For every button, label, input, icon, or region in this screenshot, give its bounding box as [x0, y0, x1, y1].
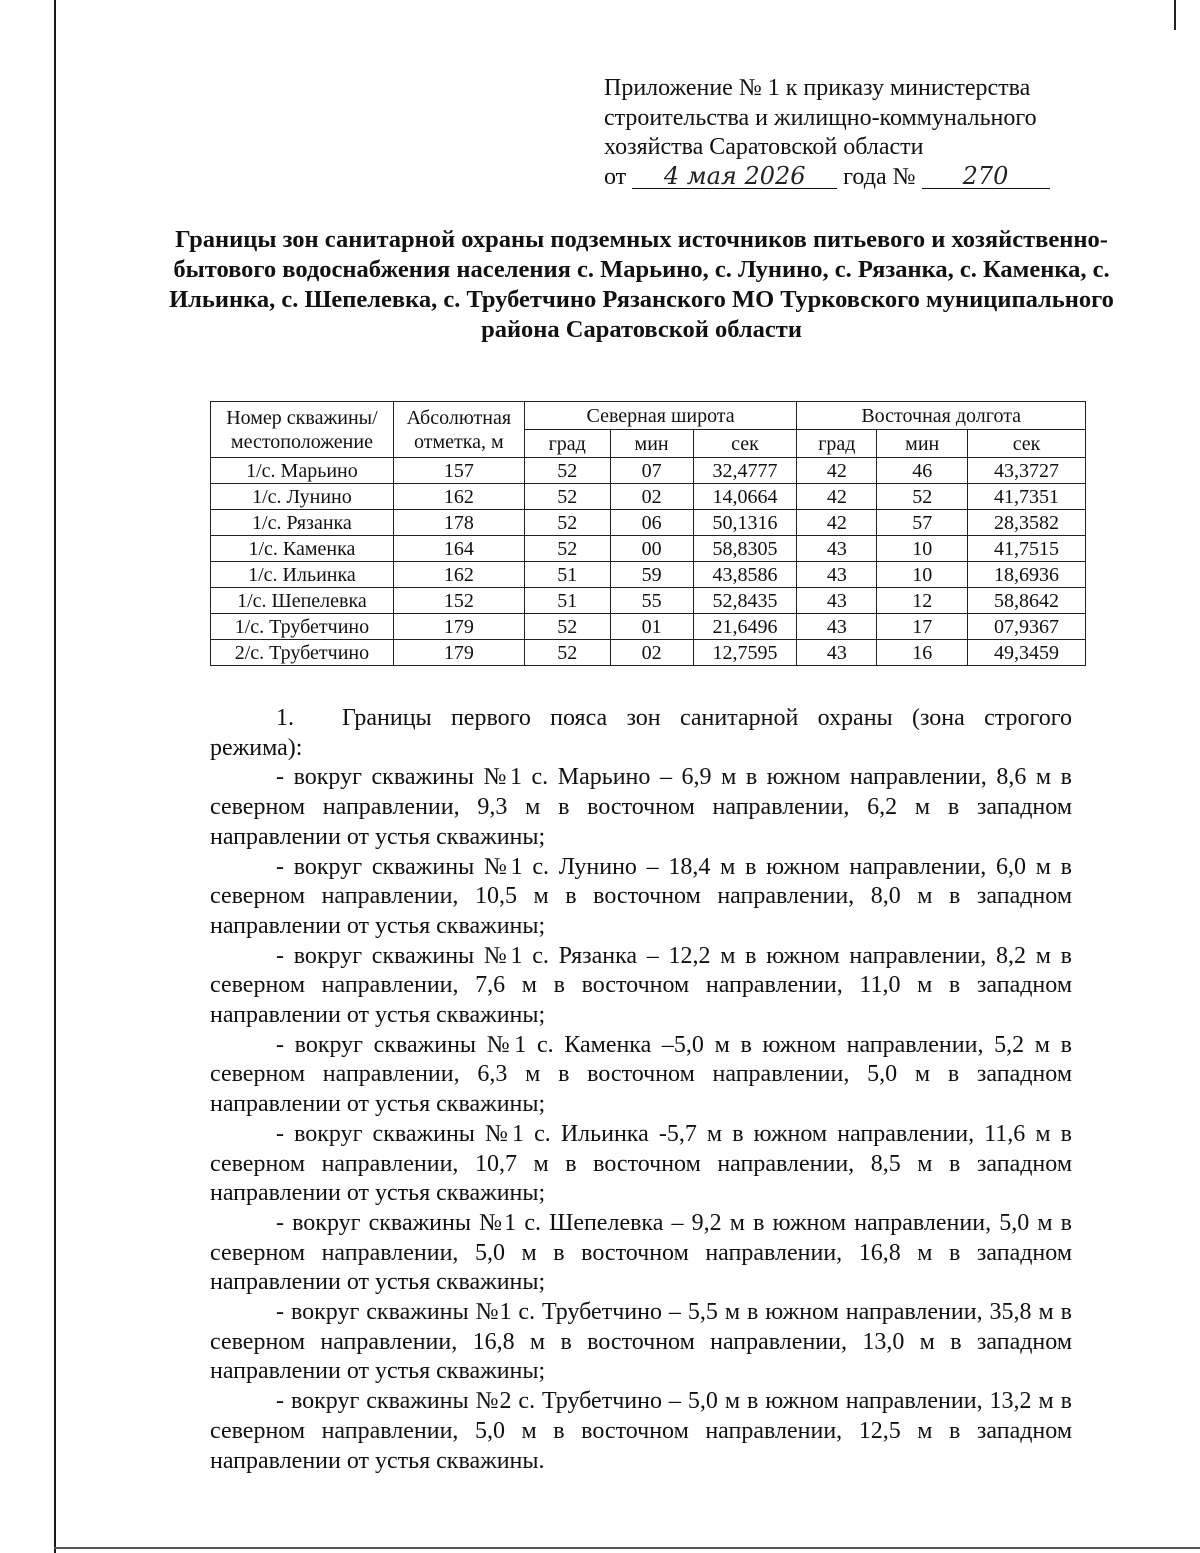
cell-well: 1/с. Трубетчино: [211, 614, 394, 640]
cell-well: 2/с. Трубетчино: [211, 640, 394, 666]
boundary-item: - вокруг скважины №1 с. Каменка –5,0 м в южном направлении, 5,2 м в северном направлении, 6,3 м в восточном направлении, 5,0 м в западном направлении от устья скважины;: [210, 1031, 1072, 1118]
cell-lat-d: 52: [524, 510, 610, 536]
header-elevation: Абсолютная отметка, м: [393, 402, 524, 458]
date-prefix: от: [604, 163, 627, 190]
cell-lat-s: 50,1316: [693, 510, 797, 536]
year-label: года №: [843, 163, 916, 190]
section-1-heading-text: Границы первого пояса зон санитарной охраны (зона строгого режима):: [210, 705, 1072, 761]
table-row: [211, 588, 1086, 614]
boundary-item: - вокруг скважины №1 с. Рязанка – 12,2 м в южном направлении, 8,2 м в северном направлении, 7,6 м в восточном направлении, 11,0 м в западном направлении от устья скважины;: [210, 942, 1072, 1029]
appendix-line-1: Приложение № 1 к приказу министерства: [604, 75, 1031, 101]
cell-lat-m: 07: [610, 458, 693, 484]
boundary-item: - вокруг скважины №1 с. Ильинка -5,7 м в южном направлении, 11,6 м в северном направлении, 10,7 м в восточном направлении, 8,5 м в западном направлении от устья скважины;: [210, 1120, 1072, 1207]
table-row: [211, 640, 1086, 666]
cell-lon-d: 43: [797, 562, 877, 588]
cell-lon-s: 28,3582: [968, 510, 1086, 536]
cell-lat-m: 06: [610, 510, 693, 536]
cell-well: 1/с. Шепелевка: [211, 588, 394, 614]
cell-lon-s: 58,8642: [968, 588, 1086, 614]
cell-lon-m: 16: [877, 640, 968, 666]
cell-lat-m: 01: [610, 614, 693, 640]
cell-lat-s: 52,8435: [693, 588, 797, 614]
cell-elev: 179: [393, 640, 524, 666]
cell-elev: 157: [393, 458, 524, 484]
cell-lon-m: 12: [877, 588, 968, 614]
cell-lon-d: 42: [797, 484, 877, 510]
cell-lon-d: 42: [797, 510, 877, 536]
cell-lat-d: 52: [524, 484, 610, 510]
cell-lat-s: 12,7595: [693, 640, 797, 666]
appendix-header: [604, 74, 1084, 192]
header-latitude: Северная широта: [524, 402, 797, 430]
table-row: [211, 562, 1086, 588]
cell-lat-s: 58,8305: [693, 536, 797, 562]
boundary-item: - вокруг скважины №2 с. Трубетчино – 5,0 м в южном направлении, 13,2 м в северном направлении, 5,0 м в восточном направлении, 12,5 м в западном направлении от устья скважины.: [210, 1388, 1072, 1474]
appendix-line-2: строительства и жилищно-коммунального: [604, 104, 1037, 131]
cell-lat-s: 43,8586: [693, 562, 797, 588]
header-lat-min: мин: [610, 430, 693, 458]
header-lat-sec: сек: [693, 430, 797, 458]
table-row: [211, 458, 1086, 484]
cell-lon-m: 57: [877, 510, 968, 536]
cell-lon-s: 18,6936: [968, 562, 1086, 588]
cell-lon-d: 43: [797, 614, 877, 640]
cell-elev: 179: [393, 614, 524, 640]
cell-elev: 178: [393, 510, 524, 536]
table-row: [211, 614, 1086, 640]
header-lon-min: мин: [877, 430, 968, 458]
cell-lon-d: 43: [797, 640, 877, 666]
cell-lat-m: 02: [610, 640, 693, 666]
scan-page-edge: [54, 0, 56, 1553]
table-row: [211, 510, 1086, 536]
cell-well: 1/с. Лунино: [211, 484, 394, 510]
cell-lat-d: 52: [524, 536, 610, 562]
cell-lat-d: 52: [524, 458, 610, 484]
cell-lon-m: 52: [877, 484, 968, 510]
cell-lat-s: 14,0664: [693, 484, 797, 510]
boundary-item: - вокруг скважины №1 с. Шепелевка – 9,2 м в южном направлении, 5,0 м в северном направлении, 5,0 м в восточном направлении, 16,8 м в западном направлении от устья скважины;: [210, 1209, 1072, 1296]
handwritten-order-number: 270: [922, 164, 1050, 189]
header-lon-deg: град: [797, 430, 877, 458]
section-1-items: [210, 763, 1072, 1476]
header-lon-sec: сек: [968, 430, 1086, 458]
scan-page-bottom-edge: [54, 1547, 1200, 1549]
cell-lat-m: 55: [610, 588, 693, 614]
cell-elev: 164: [393, 536, 524, 562]
table-header-row: [211, 402, 1086, 430]
cell-lon-d: 42: [797, 458, 877, 484]
table-body: [211, 458, 1086, 666]
section-1-heading: [210, 704, 1072, 763]
table-row: [211, 536, 1086, 562]
cell-well: 1/с. Рязанка: [211, 510, 394, 536]
cell-lat-m: 59: [610, 562, 693, 588]
cell-lon-m: 46: [877, 458, 968, 484]
header-well: Номер скважины/ местоположение: [211, 402, 394, 458]
cell-lat-m: 02: [610, 484, 693, 510]
cell-lon-s: 41,7515: [968, 536, 1086, 562]
cell-lon-s: 49,3459: [968, 640, 1086, 666]
cell-lat-d: 52: [524, 614, 610, 640]
header-longitude: Восточная долгота: [797, 402, 1086, 430]
section-1: [210, 704, 1072, 1476]
cell-lat-d: 51: [524, 562, 610, 588]
document-title: Границы зон санитарной охраны подземных источников питьевого и хозяйственно-бытового водоснабжения населения с. Марьино, с. Лунино, с. Рязанка, с. Каменка, с. Ильинка, с. Шепелевка, с. Трубетчино Рязанского МО Турковского муниципального района Саратовской области: [169, 226, 1114, 343]
cell-lon-m: 10: [877, 562, 968, 588]
cell-elev: 152: [393, 588, 524, 614]
cell-lon-m: 17: [877, 614, 968, 640]
cell-lon-d: 43: [797, 588, 877, 614]
cell-lon-m: 10: [877, 536, 968, 562]
header-lat-deg: град: [524, 430, 610, 458]
cell-lat-s: 32,4777: [693, 458, 797, 484]
cell-lon-s: 41,7351: [968, 484, 1086, 510]
section-1-number: 1.: [276, 705, 294, 731]
cell-lat-d: 52: [524, 640, 610, 666]
boundary-item: - вокруг скважины №1 с. Марьино – 6,9 м в южном направлении, 8,6 м в северном направлении, 9,3 м в восточном направлении, 6,2 м в западном направлении от устья скважины;: [210, 764, 1072, 850]
appendix-line-3: хозяйства Саратовской области: [604, 134, 924, 160]
handwritten-date: 4 мая 2026: [632, 164, 837, 189]
cell-well: 1/с. Марьино: [211, 458, 394, 484]
cell-lon-s: 43,3727: [968, 458, 1086, 484]
cell-well: 1/с. Ильинка: [211, 562, 394, 588]
wells-coordinates-table: [210, 401, 1086, 666]
cell-lon-s: 07,9367: [968, 614, 1086, 640]
cell-lat-m: 00: [610, 536, 693, 562]
boundary-item: - вокруг скважины №1 с. Лунино – 18,4 м в южном направлении, 6,0 м в северном направлении, 10,5 м в восточном направлении, 8,0 м в западном направлении от устья скважины;: [210, 853, 1072, 939]
cell-elev: 162: [393, 484, 524, 510]
cell-lon-d: 43: [797, 536, 877, 562]
scan-corner-mark: [1160, 0, 1176, 30]
appendix-date-line: [604, 163, 1084, 193]
table-row: [211, 484, 1086, 510]
cell-lat-d: 51: [524, 588, 610, 614]
cell-lat-s: 21,6496: [693, 614, 797, 640]
cell-elev: 162: [393, 562, 524, 588]
cell-well: 1/с. Каменка: [211, 536, 394, 562]
boundary-item: - вокруг скважины №1 с. Трубетчино – 5,5 м в южном направлении, 35,8 м в северном направлении, 16,8 м в восточном направлении, 13,0 м в западном направлении от устья скважины;: [210, 1299, 1072, 1385]
